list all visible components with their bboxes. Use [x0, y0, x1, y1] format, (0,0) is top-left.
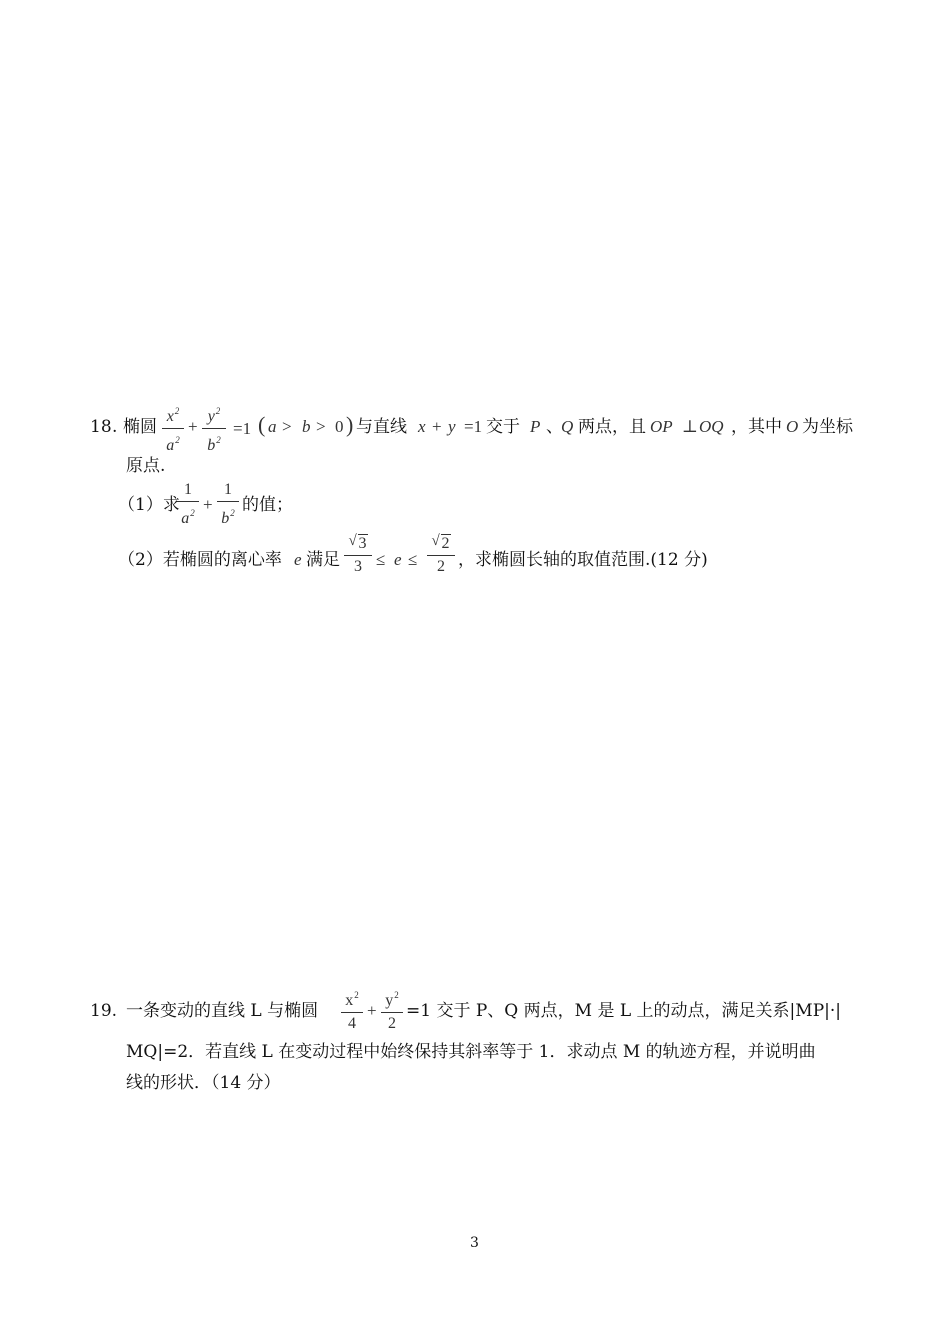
text-coordinate: 为坐标: [802, 417, 853, 437]
question-lead-text: 一条变动的直线 L 与椭圆: [126, 1001, 319, 1021]
part-1-label: （1）求: [118, 495, 180, 515]
fraction-1-over-b2: 1 $b^2$: [217, 481, 239, 528]
question-line-3: 线的形状．（14 分）: [126, 1073, 281, 1093]
point-p: P: [530, 417, 541, 436]
perp-symbol: ⊥: [682, 417, 698, 436]
question-line-2: MQ|=2．若直线 L 在变动过程中始终保持其斜率等于 1．求动点 M 的轨迹方程，并说明曲: [126, 1042, 816, 1062]
eccentricity-e: e: [394, 550, 402, 569]
part-2-tail: ，求椭圆长轴的取值范围.(12 分): [458, 550, 708, 570]
plus-sign: +: [203, 495, 213, 514]
question-lead-text: 椭圆: [123, 417, 157, 437]
question-line-2: 原点.: [126, 456, 166, 476]
line-x: x: [418, 417, 426, 436]
condition-gt-2: >: [316, 417, 326, 436]
plus-sign: +: [188, 417, 198, 436]
question-dot: .: [112, 417, 118, 437]
fraction-y2-over-2: $y^2$ 2: [381, 986, 403, 1033]
part-2-label: （2）若椭圆的离心率: [118, 550, 282, 570]
fraction-y2-over-b2: $y^2$ $b^2$: [202, 402, 226, 455]
line-plus: +: [432, 417, 442, 436]
text-where: ，其中: [731, 417, 782, 437]
question-line-1-tail: =1 交于 P、Q 两点，M 是 L 上的动点，满足关系|MP|·|: [406, 1001, 841, 1021]
separator: 、: [546, 417, 563, 437]
paren-open: (: [258, 412, 266, 437]
equals-one: =1: [233, 419, 252, 438]
condition-a: a: [268, 417, 277, 436]
condition-zero: 0: [335, 417, 344, 436]
leq-symbol: ≤: [408, 550, 418, 569]
eccentricity-e: e: [294, 550, 302, 569]
paren-close: ): [346, 412, 354, 437]
fraction-sqrt2-over-2: √ 2 2: [427, 535, 455, 576]
text-with-line: 与直线: [356, 417, 407, 437]
leq-symbol: ≤: [376, 550, 386, 569]
question-number: 19.: [90, 1001, 118, 1021]
condition-gt-1: >: [282, 417, 292, 436]
condition-b: b: [302, 417, 311, 436]
page-number: 3: [470, 1235, 479, 1251]
fraction-x2-over-a2: $x^2$ $a^2$: [162, 402, 184, 455]
line-y: y: [448, 417, 456, 436]
text-satisfy: 满足: [306, 550, 340, 570]
plus-sign: +: [367, 1001, 377, 1020]
vector-op: OP: [650, 417, 673, 436]
line-equals-one: =1: [464, 417, 483, 436]
text-intersect: 交于: [486, 417, 520, 437]
text-two-points: 两点，且: [578, 417, 646, 437]
origin-o: O: [786, 417, 799, 436]
fraction-1-over-a2: 1 $a^2$: [177, 481, 199, 528]
part-1-tail: 的值；: [242, 495, 293, 515]
point-q: Q: [561, 417, 574, 436]
vector-oq: OQ: [699, 417, 724, 436]
question-number: 18: [90, 417, 112, 437]
fraction-sqrt3-over-3: √ 3 3: [344, 535, 372, 576]
fraction-x2-over-4: $x^2$ 4: [341, 986, 363, 1033]
